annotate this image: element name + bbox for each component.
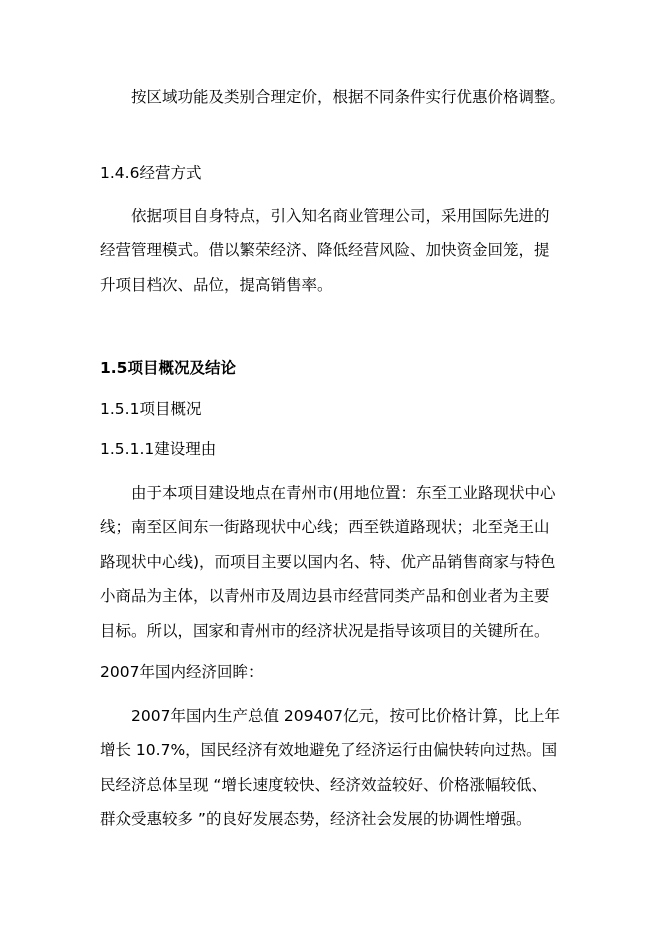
paragraph-reason-line-1: 由于本项目建设地点在青州市(用地位置：东至工业路现状中心 xyxy=(131,484,556,502)
paragraph-economy-line-1: 2007年国内生产总值 209407亿元，按可比价格计算，比上年 xyxy=(131,707,561,725)
paragraph-pricing-line-1: 按区域功能及类别合理定价，根据不同条件实行优惠价格调整。 xyxy=(131,88,566,106)
paragraph-operation-line-3: 升项目档次、品位，提高销售率。 xyxy=(100,276,333,294)
heading-1-5-1: 1.5.1项目概况 xyxy=(100,400,202,418)
paragraph-economy-line-3: 民经济总体呈现 “增长速度较快、经济效益较好、价格涨幅较低、 xyxy=(100,776,547,794)
paragraph-reason-line-3: 路现状中心线)，而项目主要以国内名、特、优产品销售商家与特色 xyxy=(100,553,556,571)
paragraph-economy-line-2: 增长 10.7%，国民经济有效地避免了经济运行由偏快转向过热。国 xyxy=(100,741,558,759)
paragraph-economy-line-4: 群众受惠较多 ”的良好发展态势，经济社会发展的协调性增强。 xyxy=(100,810,532,828)
paragraph-operation-line-2: 经营管理模式。借以繁荣经济、降低经营风险、加快资金回笼，提 xyxy=(100,241,550,259)
economy-review-title: 2007年国内经济回眸： xyxy=(100,663,264,681)
heading-1-4-6: 1.4.6经营方式 xyxy=(100,164,202,182)
heading-1-5-1-1: 1.5.1.1建设理由 xyxy=(100,440,217,458)
paragraph-reason-line-5: 目标。所以，国家和青州市的经济状况是指导该项目的关键所在。 xyxy=(100,622,550,640)
paragraph-operation-line-1: 依据项目自身特点，引入知名商业管理公司，采用国际先进的 xyxy=(131,207,550,225)
paragraph-reason-line-2: 线；南至区间东一街路现状中心线；西至铁道路现状；北至尧王山 xyxy=(100,518,550,536)
heading-1-5: 1.5项目概况及结论 xyxy=(100,359,236,377)
paragraph-reason-line-4: 小商品为主体，以青州市及周边县市经营同类产品和创业者为主要 xyxy=(100,587,550,605)
